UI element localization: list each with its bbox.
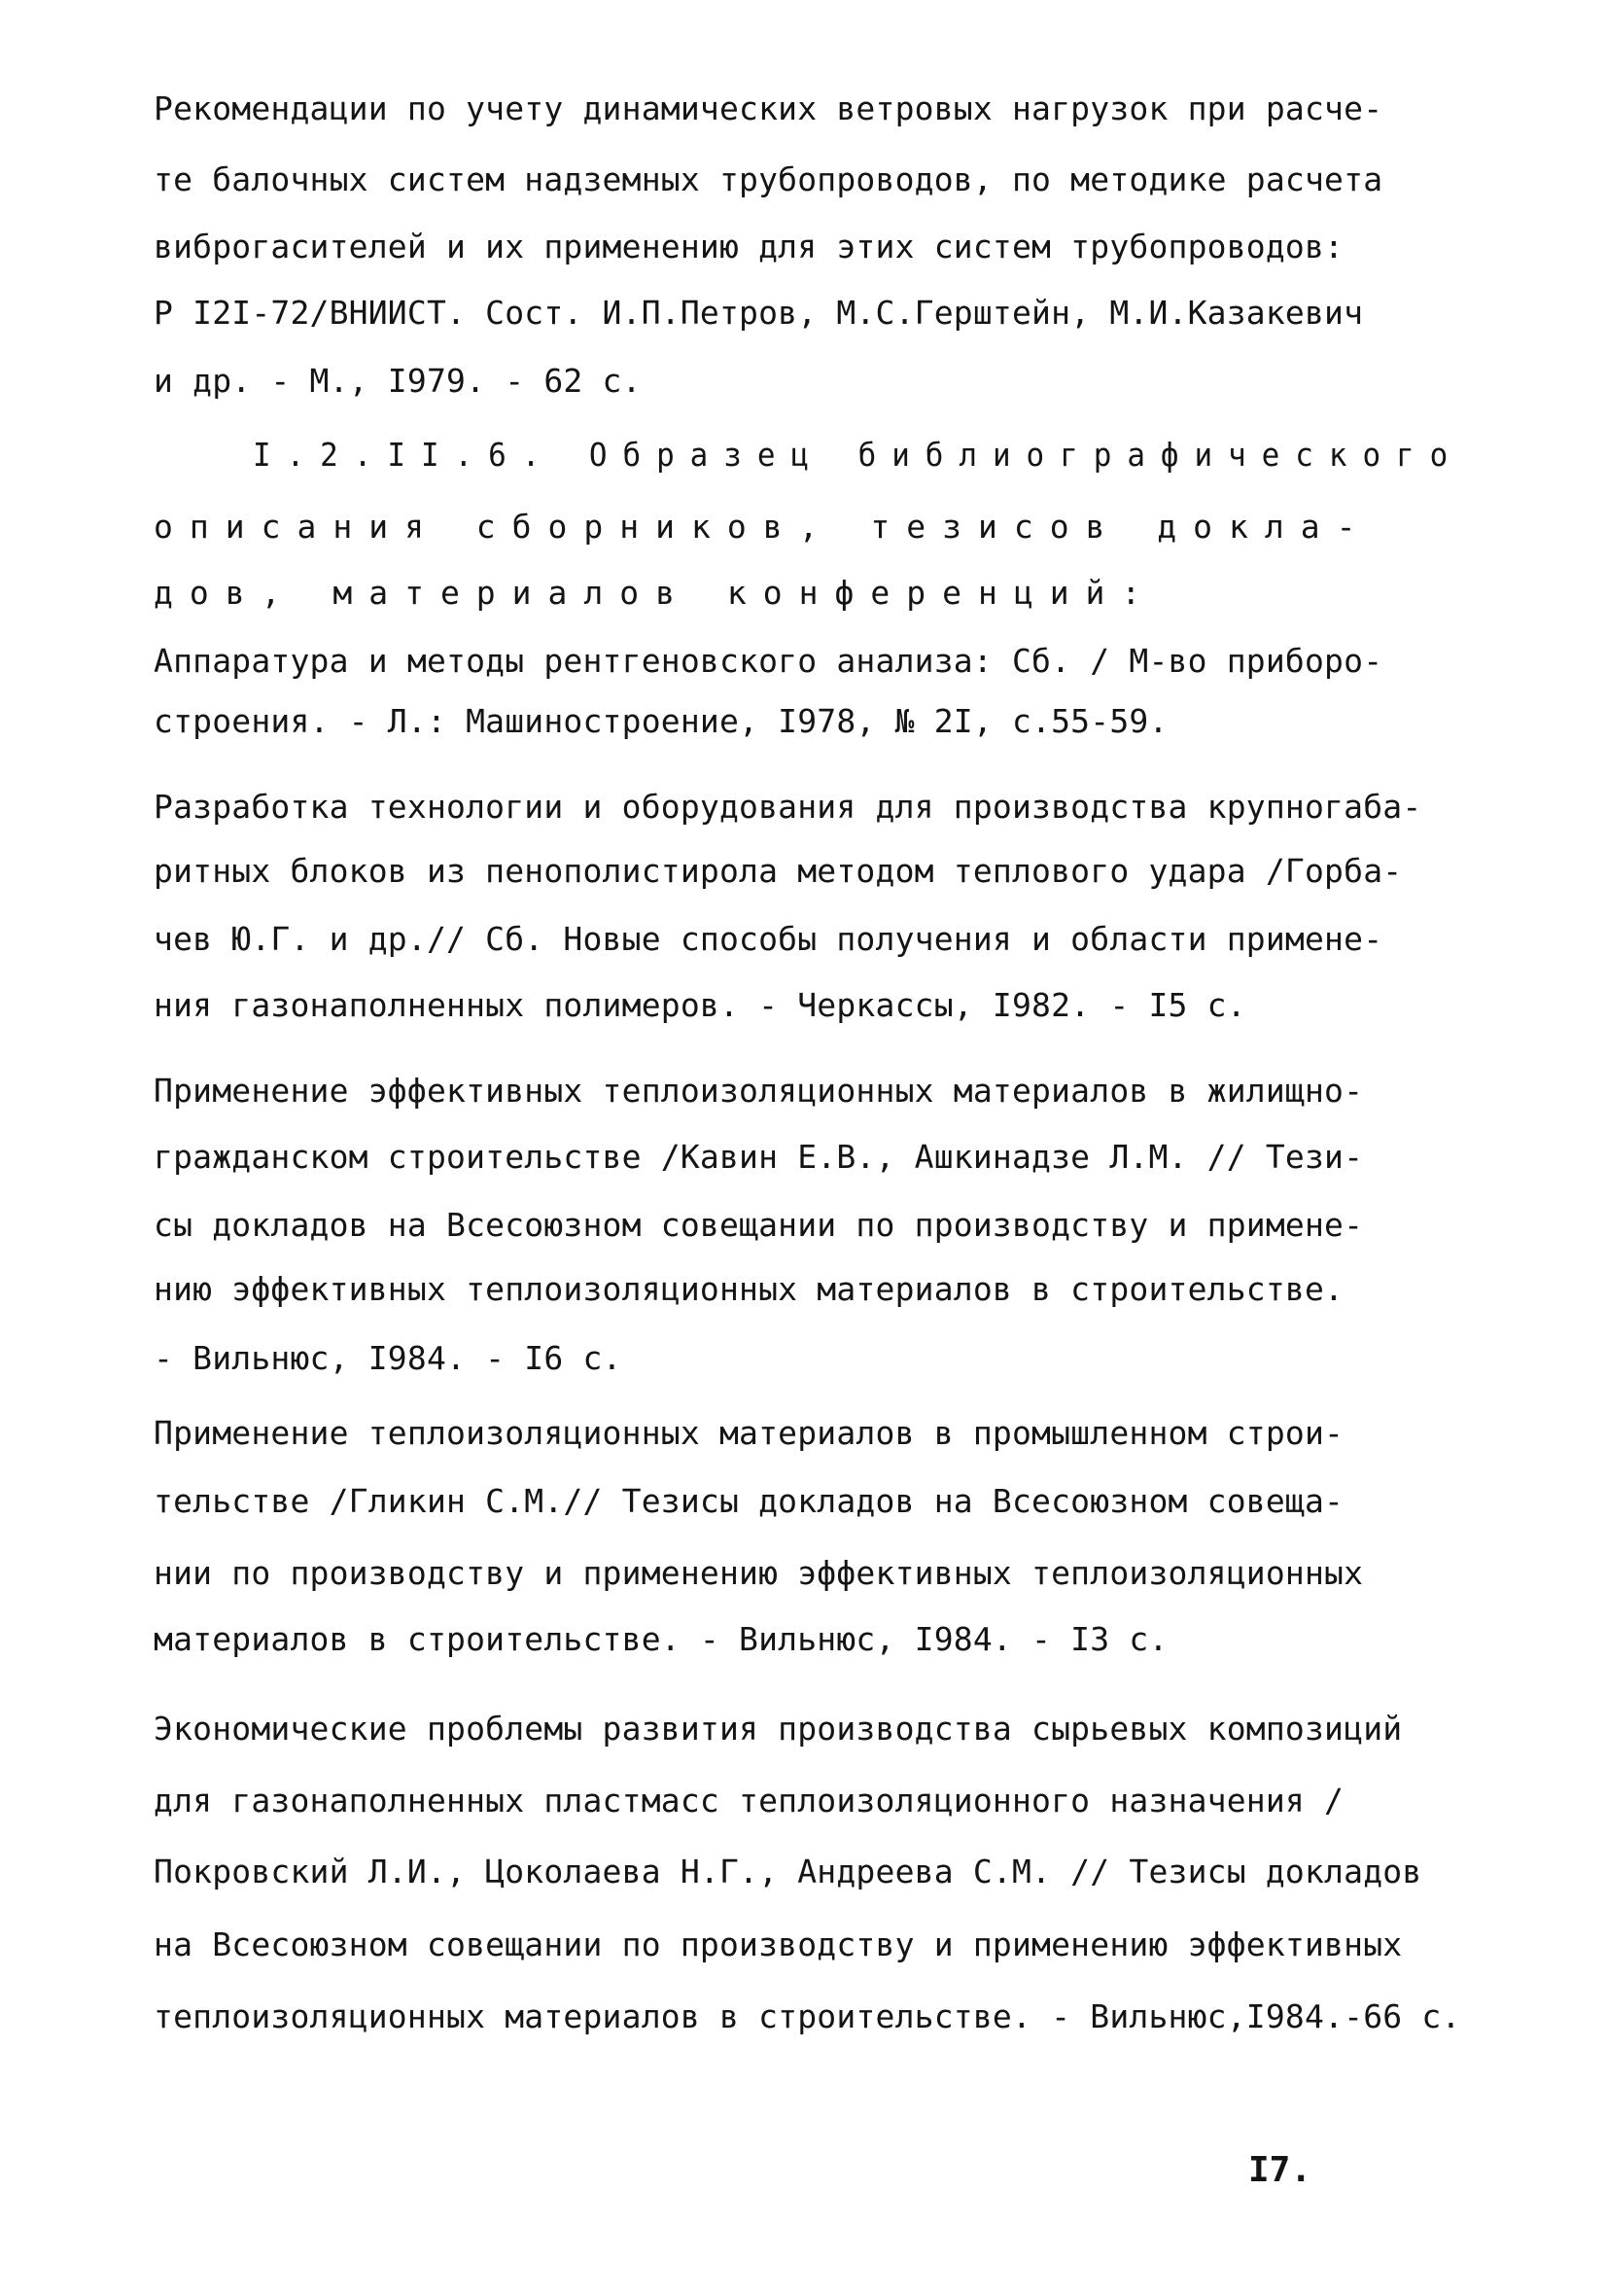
text-line: Применение теплоизоляционных материалов в промышленном строи- <box>154 1414 1345 1452</box>
text-line: те балочных систем надземных трубопроводов, по методике расчета <box>154 160 1383 198</box>
text-line: Рекомендации по учету динамических ветровых нагрузок при расче- <box>154 89 1383 127</box>
text-line: Применение эффективных теплоизоляционных материалов в жилищно- <box>154 1072 1364 1110</box>
text-line: для газонаполненных пластмасс теплоизоляционного назначения / <box>154 1782 1345 1819</box>
text-line: материалов в строительстве. - Вильнюс, I984. - I3 с. <box>154 1620 1169 1658</box>
text-line: Покровский Л.И., Цоколаева Н.Г., Андреева С.М. // Тезисы докладов <box>154 1853 1422 1890</box>
text-line: и др. - М., I979. - 62 с. <box>154 362 642 400</box>
text-line: чев Ю.Г. и др.// Сб. Новые способы получения и области примене- <box>154 920 1383 958</box>
section-heading: описания сборников, тезисов докла- <box>154 508 1373 546</box>
text-line: ритных блоков из пенополистирола методом теплового удара /Горба- <box>154 852 1403 890</box>
text-line: строения. - Л.: Машиностроение, I978, № 2I, с.55-59. <box>154 702 1169 740</box>
text-line: Экономические проблемы развития производства сырьевых композиций <box>154 1710 1403 1748</box>
text-line: ния газонаполненных полимеров. - Черкассы, I982. - I5 с. <box>154 986 1246 1024</box>
text-line: гражданском строительстве /Кавин Е.В., Ашкинадзе Л.М. // Тези- <box>154 1138 1364 1176</box>
text-line: сы докладов на Всесоюзном совещании по производству и примене- <box>154 1206 1364 1244</box>
text-line: на Всесоюзном совещании по производству и применению эффективных <box>154 1925 1403 1963</box>
text-line: Разработка технологии и оборудования для производства крупногаба- <box>154 788 1422 826</box>
text-line: нию эффективных теплоизоляционных материалов в строительстве. <box>154 1270 1345 1308</box>
page-number: I7. <box>1248 2150 1312 2190</box>
text-line: Р I2I-72/ВНИИСТ. Сост. И.П.Петров, М.С.Герштейн, М.И.Казакевич <box>154 294 1364 332</box>
text-line: нии по производству и применению эффективных теплоизоляционных <box>154 1554 1364 1592</box>
section-heading: I.2.II.6. Образец библиографического <box>253 436 1464 474</box>
text-line: Аппаратура и методы рентгеновского анализа: Сб. / М-во приборо- <box>154 642 1383 680</box>
section-heading: дов, материалов конференций: <box>154 574 1158 612</box>
text-line: - Вильнюс, I984. - I6 с. <box>154 1339 622 1377</box>
text-line: тельстве /Гликин С.М.// Тезисы докладов на Всесоюзном совеща- <box>154 1482 1345 1520</box>
text-line: виброгасителей и их применению для этих систем трубопроводов: <box>154 228 1345 265</box>
text-line: теплоизоляционных материалов в строительстве. - Вильнюс,I984.-66 с. <box>154 1997 1461 2035</box>
